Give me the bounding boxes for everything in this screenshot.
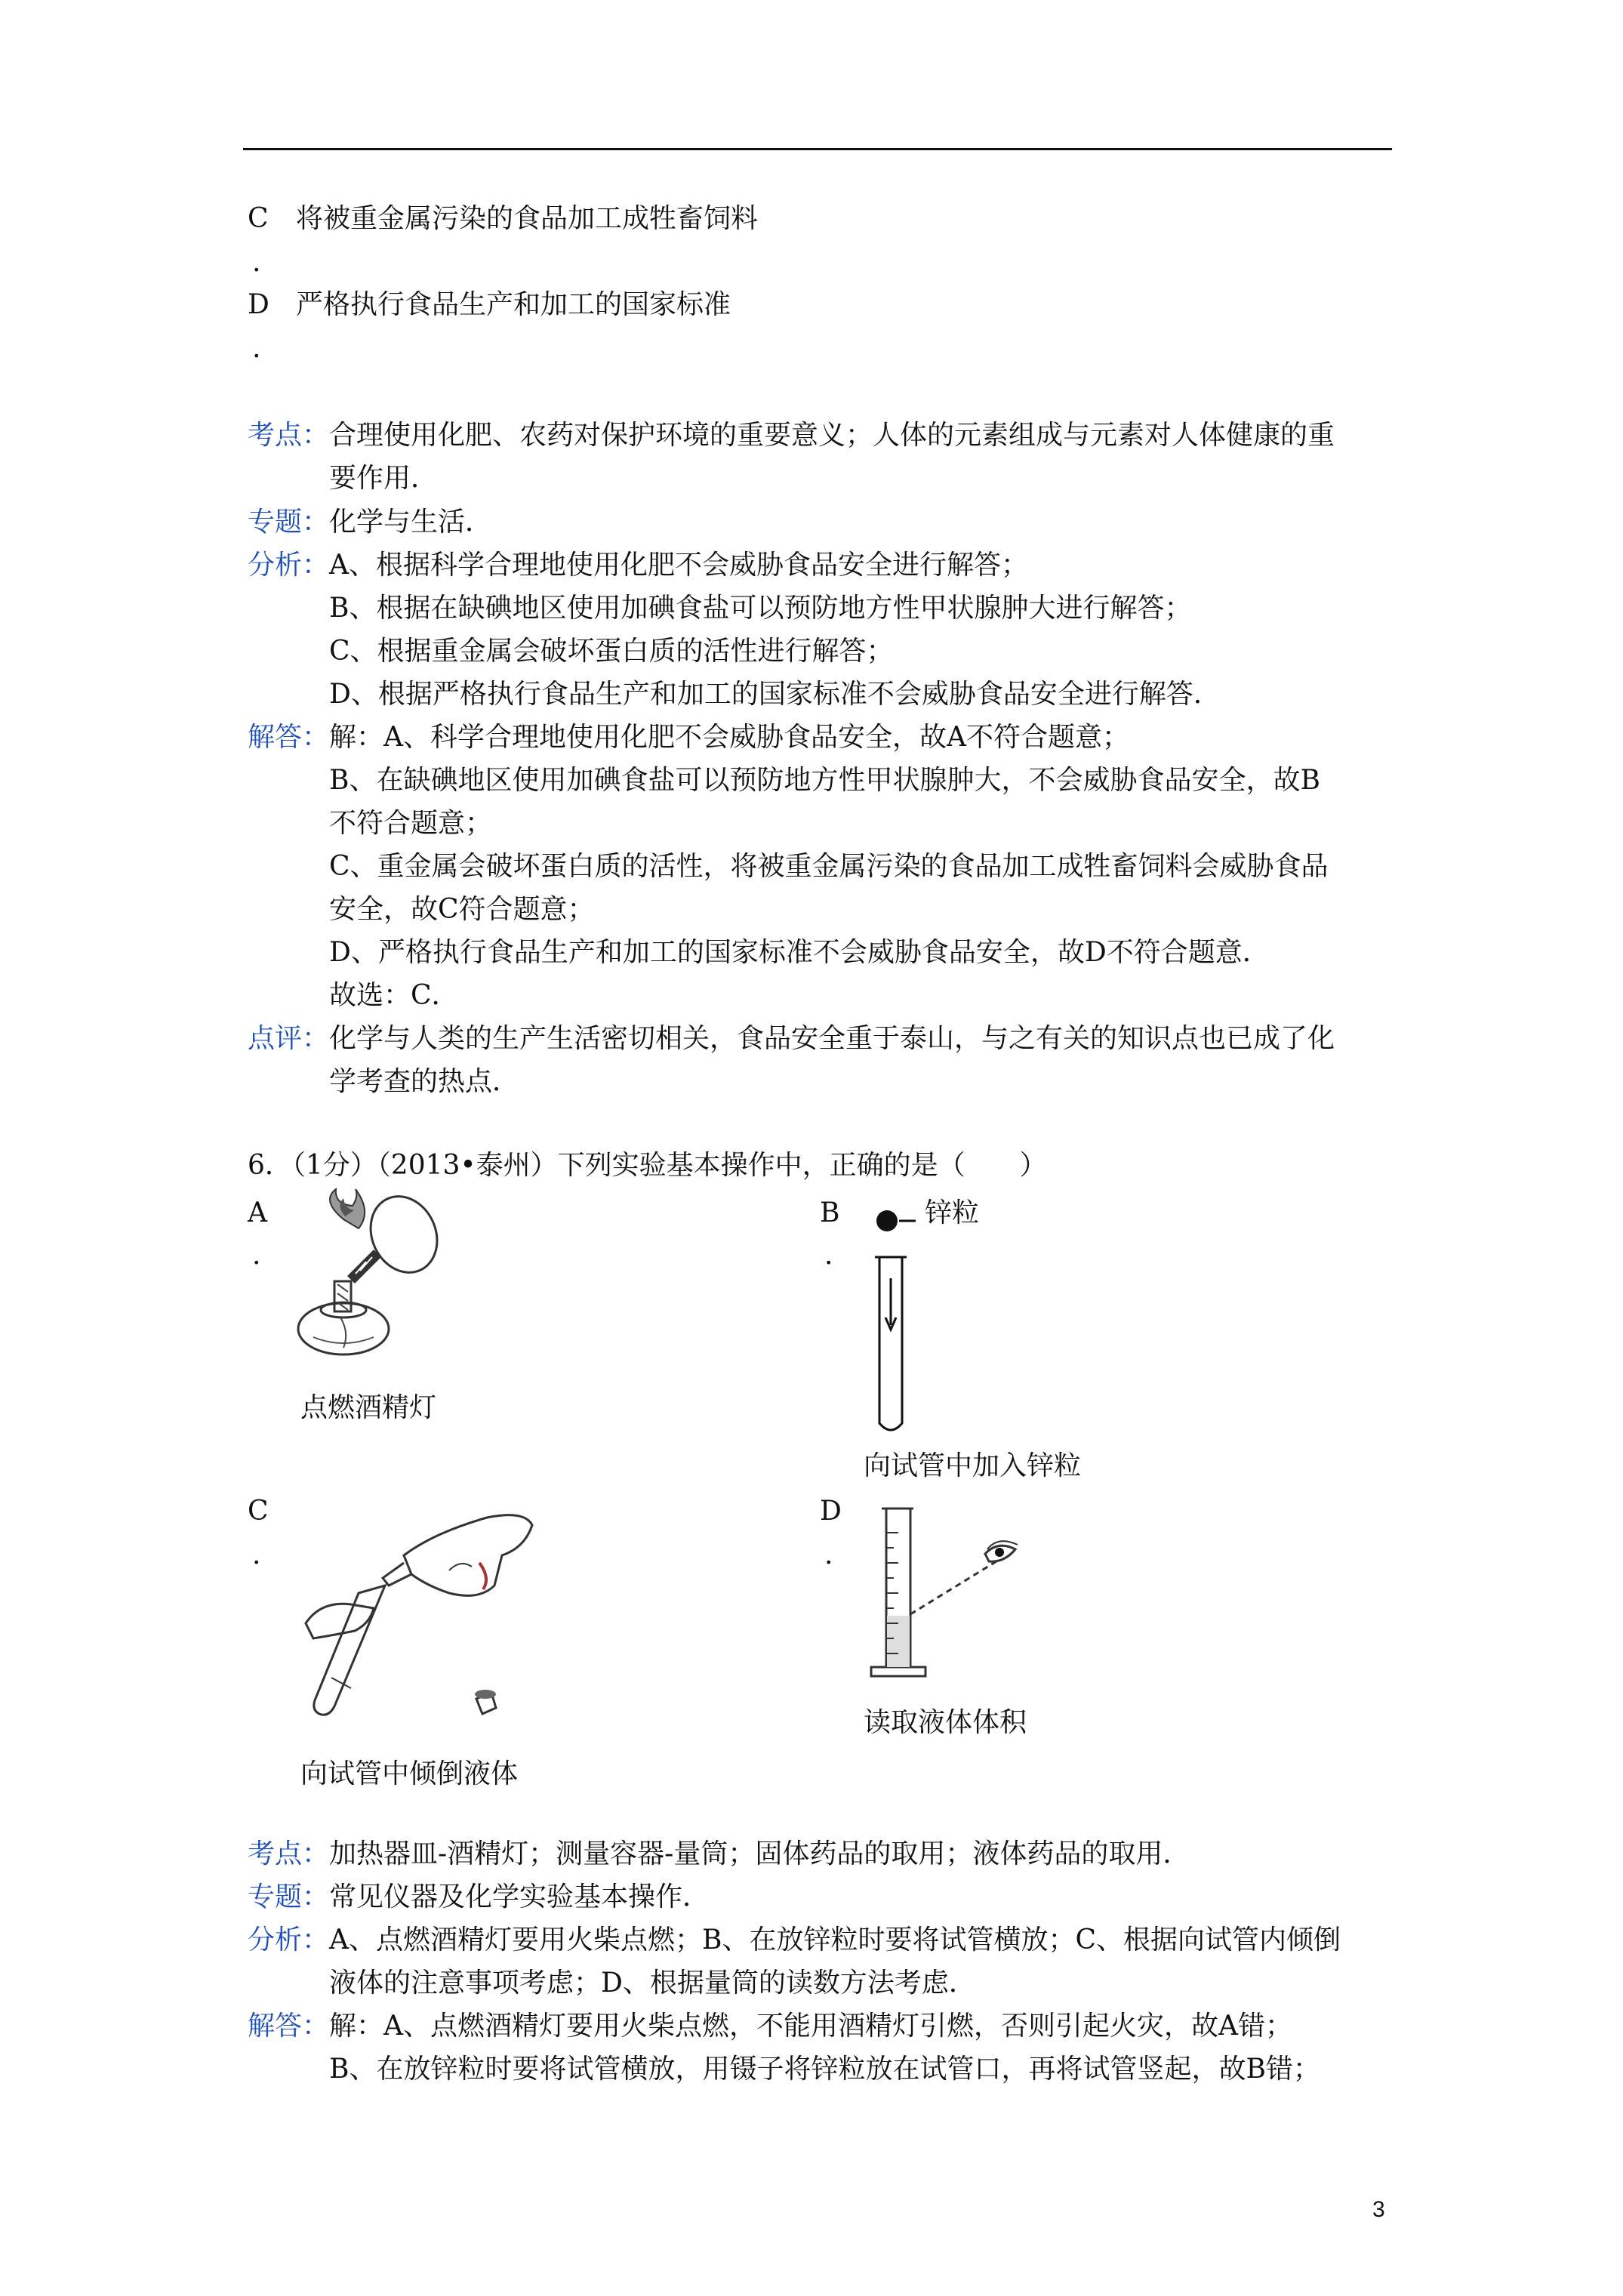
q6-option-c-letter: C <box>248 1496 269 1527</box>
q6-fenxi-line2: 液体的注意事项考虑；D、根据量筒的读数方法考虑． <box>329 1968 976 1999</box>
option-d-letter: D <box>248 289 269 320</box>
q6-option-a-letter: A <box>248 1197 267 1228</box>
q6-option-c-dot: . <box>252 1539 261 1570</box>
pour-liquid-figure <box>298 1502 540 1737</box>
q6-option-d-dot: . <box>824 1539 833 1570</box>
q6-jieda-line2: B、在放锌粒时要将试管横放，用镊子将锌粒放在试管口，再将试管竖起，故B错； <box>329 2054 1320 2085</box>
zinc-granule-icon <box>876 1210 898 1231</box>
q6-zhuanti-text: 常见仪器及化学实验基本操作． <box>329 1881 710 1912</box>
q6-jieda-label: 解答： <box>248 2011 330 2042</box>
alcohol-lamp-figure <box>291 1189 449 1363</box>
test-tube-zinc-figure <box>872 1197 932 1438</box>
q5-kaodian-line1: 合理使用化肥、农药对保护环境的重要意义；人体的元素组成与元素对人体健康的重 <box>329 420 1335 451</box>
q5-zhuanti-text: 化学与生活． <box>329 507 493 538</box>
q6-fenxi-label: 分析： <box>248 1925 330 1955</box>
q6-zhuanti-label: 专题： <box>248 1881 330 1912</box>
q5-kaodian-line2: 要作用． <box>329 463 439 494</box>
q5-dianping-label: 点评： <box>248 1023 330 1054</box>
q5-jieda-line: C、重金属会破坏蛋白质的活性，将被重金属污染的食品加工成牲畜饲料会威胁食品 <box>329 851 1329 882</box>
q6-fenxi-line1: A、点燃酒精灯要用火柴点燃；B、在放锌粒时要将试管横放；C、根据向试管内倾倒 <box>329 1925 1341 1955</box>
option-d-dot: . <box>252 333 261 364</box>
q5-jieda-line: D、严格执行食品生产和加工的国家标准不会威胁食品安全，故D不符合题意． <box>329 937 1270 968</box>
zinc-granule-label: 锌粒 <box>925 1197 980 1228</box>
option-c-text: 将被重金属污染的食品加工成牲畜饲料 <box>296 203 759 234</box>
q6-kaodian-label: 考点： <box>248 1838 330 1869</box>
page-number: 3 <box>1372 2197 1385 2222</box>
q5-fenxi-line: B、根据在缺碘地区使用加碘食盐可以预防地方性甲状腺肿大进行解答； <box>329 593 1192 624</box>
q5-zhuanti-label: 专题： <box>248 507 330 538</box>
q6-jieda-line1: 解：A、点燃酒精灯要用火柴点燃，不能用酒精灯引燃，否则引起火灾，故A错； <box>329 2011 1292 2042</box>
graduated-cylinder-figure <box>868 1502 1042 1691</box>
q5-jieda-line: 解：A、科学合理地使用化肥不会威胁食品安全，故A不符合题意； <box>329 722 1129 753</box>
q5-dianping-line2: 学考查的热点． <box>329 1066 520 1097</box>
q6-option-a-dot: . <box>252 1240 261 1271</box>
q6-kaodian-text: 加热器皿-酒精灯；测量容器-量筒；固体药品的取用；液体药品的取用． <box>329 1838 1190 1869</box>
eye-icon <box>985 1541 1018 1561</box>
q6-option-c-caption: 向试管中倾倒液体 <box>300 1758 519 1789</box>
q5-fenxi-line: A、根据科学合理地使用化肥不会威胁食品安全进行解答； <box>329 550 1028 581</box>
q6-option-d-letter: D <box>820 1496 842 1527</box>
q6-option-a-caption: 点燃酒精灯 <box>300 1392 437 1423</box>
option-d-text: 严格执行食品生产和加工的国家标准 <box>296 289 731 320</box>
q5-kaodian-label: 考点： <box>248 420 330 451</box>
q6-option-b-dot: . <box>824 1240 833 1271</box>
q5-jieda-line: 不符合题意； <box>329 808 493 839</box>
header-rule <box>243 148 1392 150</box>
q5-jieda-line: B、在缺碘地区使用加碘食盐可以预防地方性甲状腺肿大，不会威胁食品安全，故B <box>329 765 1320 796</box>
q6-option-b-letter: B <box>820 1197 840 1228</box>
option-c-dot: . <box>252 247 261 278</box>
q5-dianping-line1: 化学与人类的生产生活密切相关，食品安全重于泰山，与之有关的知识点也已成了化 <box>329 1023 1335 1054</box>
q6-option-b-caption: 向试管中加入锌粒 <box>864 1450 1082 1481</box>
q5-fenxi-line: D、根据严格执行食品生产和加工的国家标准不会威胁食品安全进行解答． <box>329 679 1221 710</box>
q5-jieda-label: 解答： <box>248 722 330 753</box>
q5-jieda-line: 故选：C． <box>329 980 459 1011</box>
q6-option-d-caption: 读取液体体积 <box>864 1707 1027 1738</box>
q6-stem: 6．（1分）（2013•泰州）下列实验基本操作中，正确的是（ ） <box>248 1150 1047 1181</box>
option-c-letter: C <box>248 203 269 234</box>
q5-jieda-line: 安全，故C符合题意； <box>329 894 595 925</box>
q5-fenxi-label: 分析： <box>248 550 330 581</box>
q5-fenxi-line: C、根据重金属会破坏蛋白质的活性进行解答； <box>329 636 894 667</box>
